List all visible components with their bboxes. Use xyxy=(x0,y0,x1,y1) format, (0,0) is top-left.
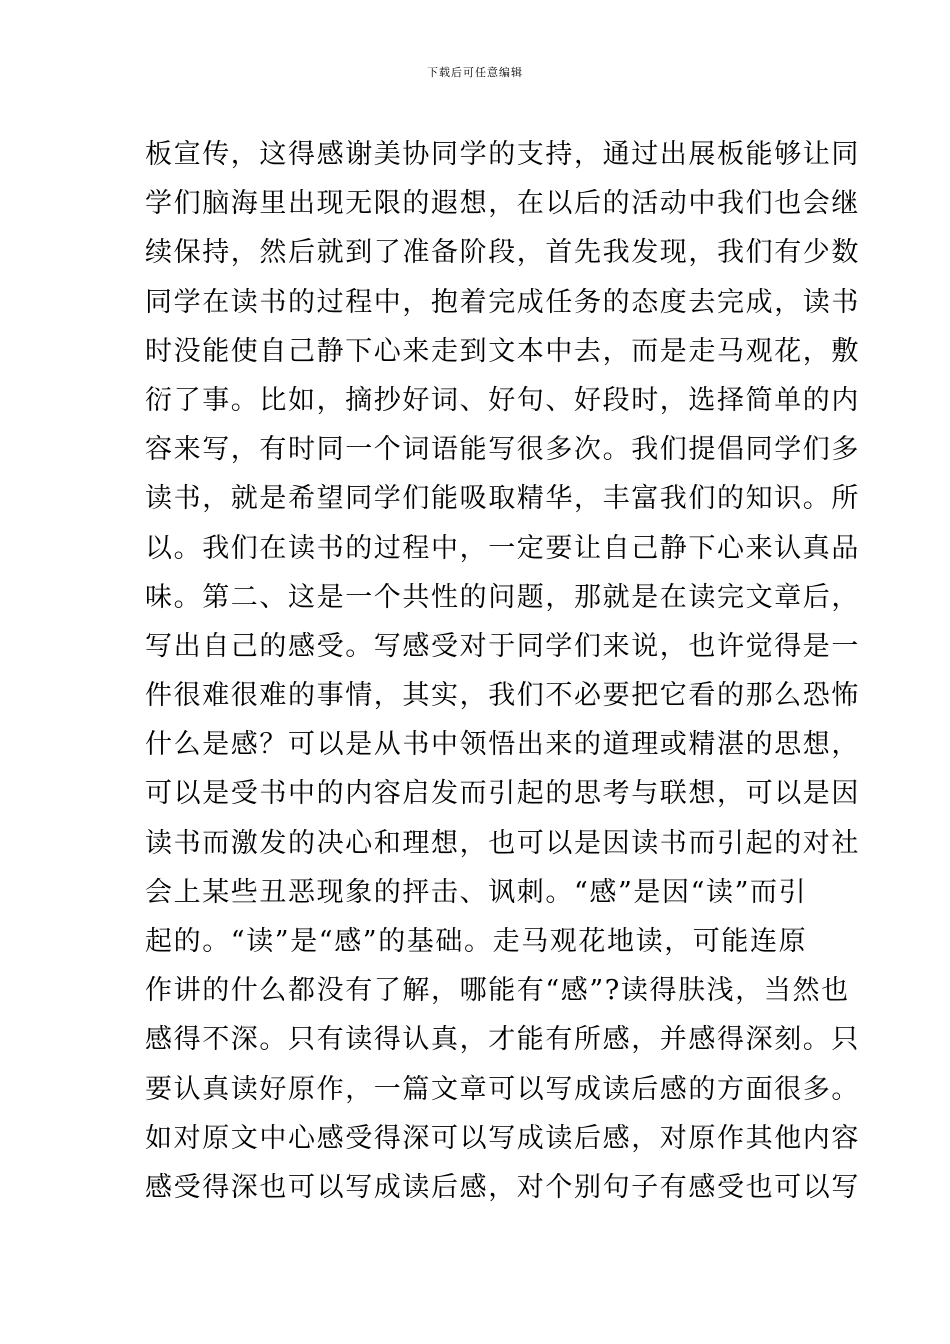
text-line: 时没能使自己静下心来走到文本中去，而是走马观花，敷 xyxy=(145,335,860,367)
text-line: 可以是受书中的内容启发而引起的思考与联想，可以是因 xyxy=(145,778,860,810)
text-line: 板宣传，这得感谢美协同学的支持，通过出展板能够让同 xyxy=(145,139,860,170)
text-line: 感得不深。只有读得认真，才能有所感，并感得深刻。只 xyxy=(145,1024,860,1056)
text-line: 同学在读书的过程中，抱着完成任务的态度去完成，读书 xyxy=(145,286,860,318)
body-text xyxy=(145,130,860,1212)
text-line: 读书而激发的决心和理想，也可以是因读书而引起的对社 xyxy=(145,827,860,859)
text-line: 续保持，然后就到了准备阶段，首先我发现，我们有少数 xyxy=(145,237,860,269)
text-line: 写出自己的感受。写感受对于同学们来说，也许觉得是一 xyxy=(145,630,860,662)
text-line: 味。第二、这是一个共性的问题，那就是在读完文章后， xyxy=(145,581,860,613)
text-line: 容来写，有时同一个词语能写很多次。我们提倡同学们多 xyxy=(145,434,860,466)
text-line: 起的。“读”是“感”的基础。走马观花地读，可能连原 xyxy=(145,926,808,957)
text-line: 衍了事。比如，摘抄好词、好句、好段时，选择简单的内 xyxy=(145,384,860,416)
text-line: 感受得深也可以写成读后感，对个别句子有感受也可以写 xyxy=(145,1171,860,1203)
text-line: 学们脑海里出现无限的遐想，在以后的活动中我们也会继 xyxy=(145,188,860,220)
text-line: 以。我们在读书的过程中，一定要让自己静下心来认真品 xyxy=(145,532,860,564)
text-line: 什么是感？可以是从书中领悟出来的道理或精湛的思想， xyxy=(145,729,860,761)
text-line: 件很难很难的事情，其实，我们不必要把它看的那么恐怖 xyxy=(145,680,860,712)
text-line: 作讲的什么都没有了解，哪能有“感”?读得肤浅，当然也 xyxy=(145,975,850,1007)
text-line: 会上某些丑恶现象的抨击、讽刺。“感”是因“读”而引 xyxy=(145,876,808,908)
text-line: 读书，就是希望同学们能吸取精华，丰富我们的知识。所 xyxy=(145,483,860,515)
text-line: 如对原文中心感受得深可以写成读后感，对原作其他内容 xyxy=(145,1122,860,1154)
header-note: 下载后可任意编辑 xyxy=(427,66,523,79)
text-line: 要认真读好原作，一篇文章可以写成读后感的方面很多。 xyxy=(145,1073,860,1105)
